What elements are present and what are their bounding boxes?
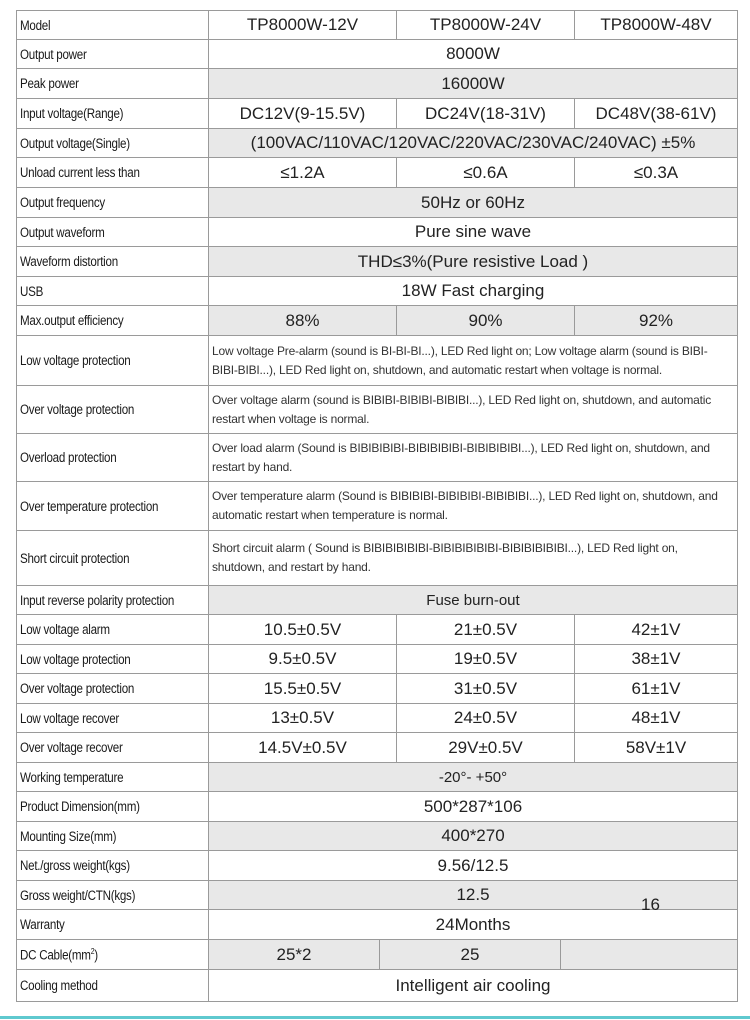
row-label: Output waveform (17, 218, 209, 246)
row-unload-current (17, 158, 737, 188)
row-label: Low voltage protection (17, 645, 209, 673)
row-over-voltage-protection-desc (17, 386, 737, 434)
row-value: Pure sine wave (414, 222, 532, 241)
row-value-48v: DC48V(38-61V) (574, 99, 737, 128)
row-low-voltage-recover (17, 704, 737, 733)
row-value-24v: 31±0.5V (396, 674, 574, 703)
row-label: Mounting Size(mm) (17, 822, 209, 850)
row-output-frequency (17, 188, 737, 218)
row-value: 50Hz or 60Hz (421, 192, 525, 212)
row-label: USB (17, 277, 209, 305)
row-label: Output power (17, 40, 209, 68)
row-value-48v: 42±1V (574, 615, 737, 644)
row-low-voltage-alarm (17, 615, 737, 645)
row-label: Over temperature protection (17, 482, 209, 530)
row-label: Low voltage recover (17, 704, 209, 732)
row-value: -20°- +50° (438, 768, 508, 786)
row-waveform-distortion (17, 247, 737, 277)
row-value-12v: 14.5V±0.5V (258, 737, 347, 757)
row-max-efficiency (17, 306, 737, 336)
row-value-12v: 13±0.5V (270, 708, 335, 727)
row-low-voltage-protection-desc (17, 336, 737, 386)
row-description: Over temperature alarm (Sound is BIBIBIBI-BIBIBIBI-BIBIBIBI...), LED Red light on, shutdown, and automatic restart when temperature is normal. (212, 489, 718, 522)
row-value-48v: 61±1V (574, 674, 737, 703)
row-label: Waveform distortion (17, 247, 209, 276)
bottom-accent-line (0, 1016, 750, 1019)
row-value: 8000W (446, 44, 500, 63)
row-output-power (17, 40, 737, 69)
row-value: 18W Fast charging (401, 281, 545, 300)
row-over-temperature-protection (17, 482, 737, 531)
row-value: Fuse burn-out (426, 591, 520, 609)
row-net-gross-weight (17, 851, 737, 881)
row-value-24v: 24±0.5V (396, 704, 574, 732)
row-value: Intelligent air cooling (395, 975, 551, 995)
row-value-2: 25 (379, 940, 560, 969)
row-value: THD≤3%(Pure resistive Load ) (357, 251, 589, 271)
row-label: Product Dimension(mm) (17, 792, 209, 821)
model-24v: TP8000W-24V (396, 11, 574, 39)
row-label: Input reverse polarity protection (17, 586, 209, 614)
floating-note: 16 (641, 895, 660, 914)
row-dc-cable (17, 940, 737, 970)
row-working-temperature (17, 763, 737, 792)
row-label: Over voltage recover (17, 733, 209, 762)
row-low-voltage-protection (17, 645, 737, 674)
row-label: Low voltage alarm (17, 615, 209, 644)
row-label: Unload current less than (17, 158, 209, 187)
header-label: Model (17, 11, 209, 39)
row-value-24v: 90% (396, 306, 574, 335)
row-value-12v: DC12V(9-15.5V) (239, 103, 366, 123)
row-value: 16000W (441, 73, 505, 93)
row-label: DC $Cable(mm^2)$ (17, 940, 209, 969)
row-peak-power (17, 69, 737, 99)
row-reverse-polarity (17, 586, 737, 615)
row-label: Warranty (17, 910, 209, 939)
row-input-voltage (17, 99, 737, 129)
row-value-12v: 10.5±0.5V (263, 619, 342, 639)
row-value-48v: ≤0.3A (574, 158, 737, 187)
row-output-waveform (17, 218, 737, 247)
row-description: Over voltage alarm (sound is BIBIBI-BIBIBI-BIBIBI...), LED Red light on, shutdown, and automatic restart when voltage is normal. (212, 392, 712, 426)
row-label: Peak power (17, 69, 209, 98)
row-value: 400*270 (441, 826, 505, 845)
row-label: Working temperature (17, 763, 209, 791)
row-value-24v: 21±0.5V (396, 615, 574, 644)
row-value-48v: 38±1V (574, 645, 737, 673)
row-product-dimension (17, 792, 737, 822)
row-label: Output voltage(Single) (17, 129, 209, 157)
row-label: Max.output efficiency (17, 306, 209, 335)
row-warranty (17, 910, 737, 940)
row-overload-protection (17, 434, 737, 482)
row-value-48v: 48±1V (574, 704, 737, 732)
row-label: Over voltage protection (17, 386, 209, 433)
row-value: 500*287*106 (423, 796, 523, 816)
row-value: (100VAC/110VAC/120VAC/220VAC/230VAC/240VAC) ±5% (250, 133, 696, 152)
spec-table (16, 10, 738, 1002)
row-value-48v: 58V±1V (574, 733, 737, 762)
row-value: 12.5 (456, 885, 490, 904)
row-description: Short circuit alarm ( Sound is BIBIBIBIBIBI-BIBIBIBIBIBI-BIBIBIBIBIBI...), LED Red light on, shutdown, and restart by hand. (212, 541, 678, 574)
row-label: Cooling method (17, 970, 209, 1001)
row-label: Input voltage(Range) (17, 99, 209, 128)
row-description: Low voltage Pre-alarm (sound is BI-BI-BI...), LED Red light on; Low voltage alarm (sound is BIBI-BIBI-BIBI...), LED Red light on, shutdown, and automatic restart when voltage is normal. (212, 343, 708, 377)
row-over-voltage-recover (17, 733, 737, 763)
row-value-1: 25*2 (276, 944, 312, 964)
row-label: Gross weight/CTN(kgs) (17, 881, 209, 909)
row-usb (17, 277, 737, 306)
row-label: Overload protection (17, 434, 209, 481)
row-label: Output frequency (17, 188, 209, 217)
row-value-12v: 9.5±0.5V (268, 649, 337, 668)
row-cooling-method (17, 970, 737, 1001)
row-value-24v: 29V±0.5V (396, 733, 574, 762)
model-12v: TP8000W-12V (246, 15, 359, 34)
row-value-12v: 88% (285, 310, 320, 330)
row-label: Over voltage protection (17, 674, 209, 703)
row-label: Net./gross weight(kgs) (17, 851, 209, 880)
row-value-12v: ≤1.2A (280, 162, 325, 182)
row-value-24v: 19±0.5V (396, 645, 574, 673)
row-value-12v: 15.5±0.5V (263, 678, 342, 698)
row-description: Over load alarm (Sound is BIBIBIBIBI-BIBIBIBIBI-BIBIBIBIBI...), LED Red light on, shutdown, and restart by hand. (212, 440, 710, 474)
row-value-48v: 92% (574, 306, 737, 335)
row-value-24v: ≤0.6A (396, 158, 574, 187)
row-mounting-size (17, 822, 737, 851)
row-output-voltage (17, 129, 737, 158)
table-header-row (17, 11, 737, 40)
row-label: Short circuit protection (17, 531, 209, 585)
row-over-voltage-protection (17, 674, 737, 704)
row-value-24v: DC24V(18-31V) (396, 99, 574, 128)
row-short-circuit-protection (17, 531, 737, 586)
row-value: 24Months (435, 914, 511, 934)
row-label: Low voltage protection (17, 336, 209, 385)
row-value-3 (560, 940, 737, 969)
model-48v: TP8000W-48V (574, 11, 737, 39)
row-value: 9.56/12.5 (437, 855, 509, 875)
row-gross-weight-ctn (17, 881, 737, 910)
